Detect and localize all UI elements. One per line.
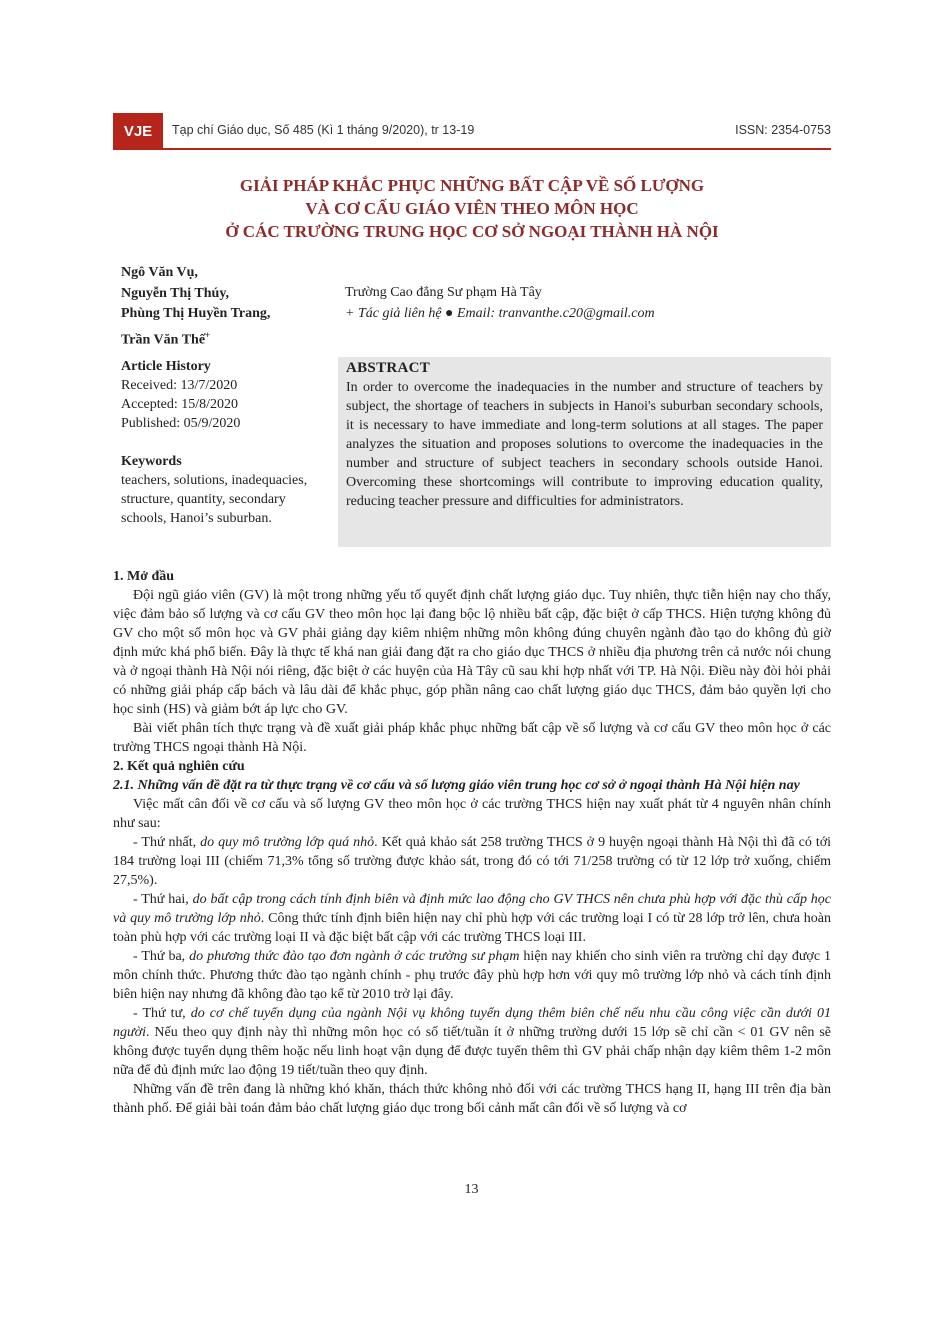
reason-lead: - Thứ ba, <box>133 949 190 964</box>
keywords-text: teachers, solutions, inadequacies, structure, quantity, secondary schools, Hanoi’s suburban. <box>121 473 308 526</box>
section-1-heading: 1. Mở đầu <box>113 569 175 584</box>
reason-text: . Kết quả khảo sát 258 trường THCS ở 9 huyện ngoại thành Hà Nội thì đã có tới 184 trường loại III (chiếm 71,3% tổng số trường được khảo sát, trong đó có tới 71/258 trường có từ 12 lớp trở xuống, chiếm 27,5%). <box>113 835 831 888</box>
issn: ISSN: 2354-0753 <box>735 123 831 137</box>
abstract-text: In order to overcome the inadequacies in the number and structure of teachers by subject, the shortage of teachers in subjects in Hanoi's suburban secondary schools, it is necessary to have immediate and long-term solutions at all stages. The paper analyzes the situation and proposes solutions to overcome the inadequacies in the number and structure of subject teachers in secondary schools outside Hanoi. Overcoming these shortcomings will contribute to improving education quality, reducing teacher pressure and difficulties for administrators. <box>346 380 823 509</box>
affiliation <box>345 283 655 324</box>
reason-text: . Nếu theo quy định này thì những môn học có số tiết/tuần ít ở những trường dưới 15 lớp sẽ chỉ cần < 01 GV nên sẽ không được tuyển dụng thêm hoặc nếu linh hoạt vận dụng để được tuyển thêm thì GV phải chấp nhận dạy kiêm thêm 1-2 môn nữa để đủ định mức lao động 19 tiết/tuần theo quy định. <box>113 1025 831 1078</box>
history-heading: Article History <box>121 359 211 374</box>
reason-4 <box>113 1004 831 1080</box>
author-4-name: Trần Văn Thế <box>121 332 206 348</box>
reason-emphasis: do phương thức đào tạo đơn ngành ở các trường sư phạm <box>189 949 520 964</box>
published-date: Published: 05/9/2020 <box>121 416 241 431</box>
accepted-date: Accepted: 15/8/2020 <box>121 397 239 412</box>
abstract-heading: ABSTRACT <box>346 360 431 376</box>
reason-emphasis: do cơ chế tuyển dụng của ngành Nội vụ không tuyển dụng thêm biên chế nếu nhu cầu công việc cần dưới 01 người <box>113 1006 831 1040</box>
corresponding-mark: + <box>205 329 211 340</box>
section-2-heading: 2. Kết quả nghiên cứu <box>113 759 245 774</box>
paragraph: Bài viết phân tích thực trạng và đề xuất giải pháp khắc phục những bất cập về số lượng và cơ cấu GV theo môn học ở các trường THCS ngoại thành Hà Nội. <box>113 721 831 755</box>
author-2: Nguyễn Thị Thúy, <box>121 285 230 301</box>
paragraph: Đội ngũ giáo viên (GV) là một trong những yếu tố quyết định chất lượng giáo dục. Tuy nhiên, thực tiễn hiện nay cho thấy, việc đảm bảo số lượng và cơ cấu GV theo môn học lại đang bộc lộ nhiều bất cập, đặc biệt ở cấp THCS. Hiện tượng không đủ GV cho một số môn học và GV phải giảng dạy kiêm nhiệm những môn không đúng chuyên ngành đào tạo do không đủ giờ định mức khá phổ biến. Đây là thực tế khá nan giải đang đặt ra cho giáo dục THCS ở nhiều địa phương trên cả nước nói chung và ở ngoại thành Hà Nội nói riêng, đặc biệt ở các huyện của Hà Tây cũ sau khi hợp nhất với TP. Hà Nội. Điều này đòi hỏi phải có những giải pháp cấp bách và lâu dài để khắc phục, góp phần nâng cao chất lượng giáo dục THCS, đảm bảo quyền lợi cho học sinh (HS) và giảm bớt áp lực cho GV. <box>113 588 831 717</box>
journal-citation: Tạp chí Giáo dục, Số 485 (Kì 1 tháng 9/2020), tr 13-19 <box>172 123 475 137</box>
article-body <box>113 567 831 1118</box>
reason-text: . Công thức tính định biên hiện nay chỉ phù hợp với các trường loại I có từ 28 lớp trở lên, chưa hoàn toàn phù hợp với các trường loại II và đặc biệt bất cập với các trường THCS loại III. <box>113 911 831 945</box>
title-line-1: GIẢI PHÁP KHẮC PHỤC NHỮNG BẤT CẬP VỀ SỐ LƯỢNG <box>239 176 705 195</box>
reason-2 <box>113 890 831 947</box>
author-1: Ngô Văn Vụ, <box>121 265 198 280</box>
paragraph: Những vấn đề trên đang là những khó khăn, thách thức không nhỏ đối với các trường THCS hạng II, hạng III trên địa bàn thành phố. Để giải bài toán đảm bảo chất lượng giáo dục trong bối cảnh mất cân đối về số lượng và cơ <box>113 1082 831 1116</box>
title-line-3: Ở CÁC TRƯỜNG TRUNG HỌC CƠ SỞ NGOẠI THÀNH HÀ NỘI <box>225 222 719 241</box>
reason-emphasis: do quy mô trường lớp quá nhỏ <box>200 835 375 850</box>
abstract-box <box>338 357 831 547</box>
reason-3 <box>113 947 831 1004</box>
title-line-2: VÀ CƠ CẤU GIÁO VIÊN THEO MÔN HỌC <box>305 199 639 218</box>
received-date: Received: 13/7/2020 <box>121 378 238 393</box>
reason-lead: - Thứ tư, <box>133 1006 191 1021</box>
author-3: Phùng Thị Huyền Trang, <box>121 306 271 321</box>
article-title <box>113 174 831 243</box>
author-4 <box>121 325 270 351</box>
reason-lead: - Thứ hai, <box>133 892 193 907</box>
section-2-1-heading: 2.1. Những vấn đề đặt ra từ thực trạng về cơ cấu và số lượng giáo viên trung học cơ sở ở ngoại thành Hà Nội hiện nay <box>113 778 800 793</box>
contact-email: + Tác giả liên hệ ● Email: tranvanthe.c20@gmail.com <box>345 305 655 321</box>
institution: Trường Cao đẳng Sư phạm Hà Tây <box>345 285 542 300</box>
reason-lead: - Thứ nhất, <box>133 835 201 850</box>
author-list <box>121 263 270 351</box>
keywords-heading: Keywords <box>121 454 182 469</box>
reason-1 <box>113 833 831 890</box>
journal-badge: VJE <box>113 113 163 149</box>
page-number: 13 <box>464 1182 479 1197</box>
header-rule <box>113 148 831 150</box>
article-meta <box>121 357 326 528</box>
reason-text: hiện nay khiến cho sinh viên ra trường chỉ dạy được 1 môn chính thức. Phương thức đào tạo ngành chính - phụ trước đây phù hợp hơn với quy mô trường lớp nhỏ và cách tính định biên hiện nay nhưng đã không đào tạo kể từ 2010 trở lại đây. <box>113 949 832 1002</box>
paragraph: Việc mất cân đối về cơ cấu và số lượng GV theo môn học ở các trường THCS hiện nay xuất phát từ 4 nguyên nhân chính như sau: <box>113 797 831 831</box>
reason-emphasis: do bất cập trong cách tính định biên và định mức lao động cho GV THCS nên chưa phù hợp với đặc thù cấp học và quy mô trường lớp nhỏ <box>113 892 832 926</box>
